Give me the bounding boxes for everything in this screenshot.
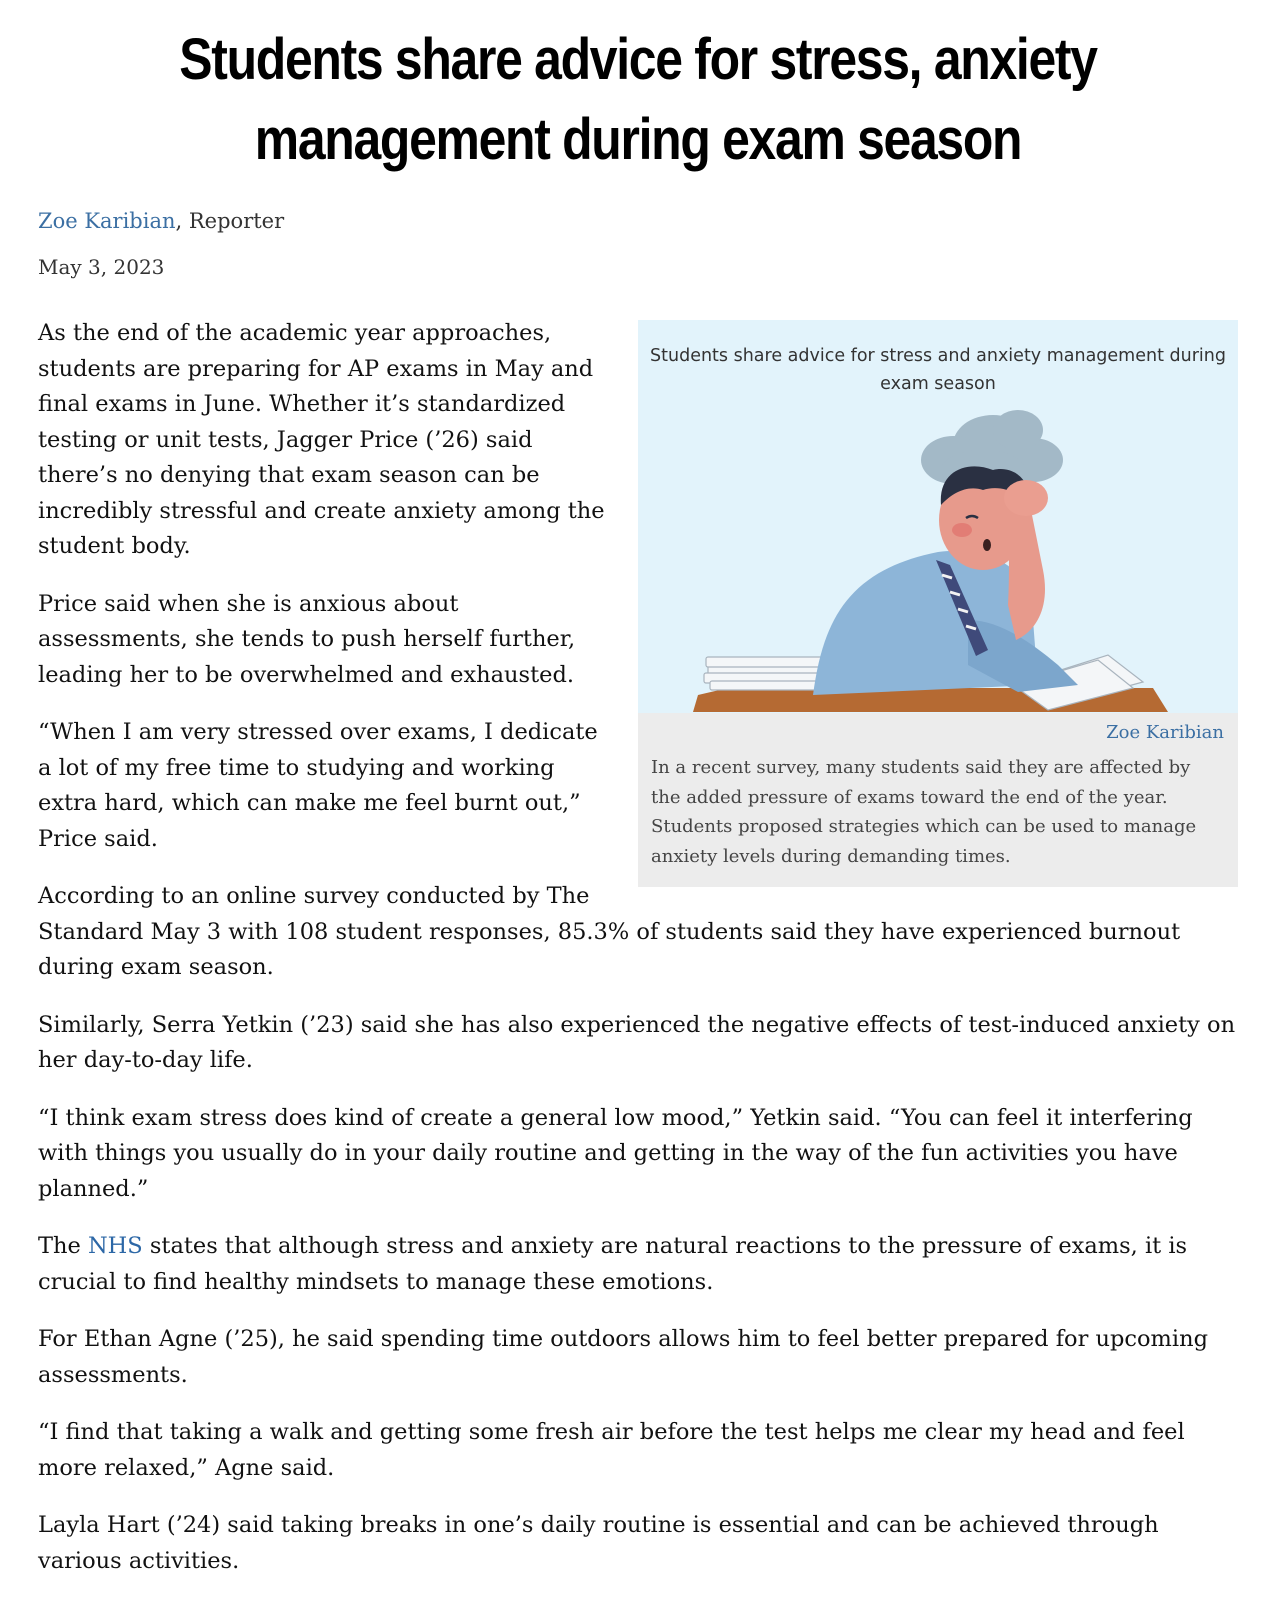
author-link[interactable]: Zoe Karibian — [38, 209, 176, 233]
publish-date: May 3, 2023 — [38, 255, 165, 279]
paragraph-3: “When I am very stressed over exams, I dedicate a lot of my free time to studying and working extra hard, which can make me feel burnt out,” Price said. — [38, 719, 598, 852]
paragraph-7-end: states that although stress and anxiety are natural reactions to the pressure of exams, it is crucial to find healthy mindsets to manage these emotions. — [38, 1233, 1188, 1295]
photo-credit-link[interactable]: Zoe Karibian — [1106, 722, 1224, 743]
feature-figure — [638, 320, 1238, 887]
paragraph-10: Layla Hart (’24) said taking breaks in one’s daily routine is essential and can be achieved through various activities. — [38, 1512, 1159, 1574]
paragraph-9: “I find that taking a walk and getting some fresh air before the test helps me clear my head and feel more relaxed,” Agne said. — [38, 1419, 1185, 1481]
nhs-link[interactable]: NHS — [87, 1233, 143, 1259]
byline — [38, 206, 284, 236]
paragraph-4: According to an online survey conducted by The Standard May 3 with 108 student responses, 85.3% of students said they have experienced burnout during exam season. — [38, 883, 1181, 980]
illustration-title: Students share advice for stress and anxiety management during exam season — [650, 346, 1226, 394]
paragraph-2: Price said when she is anxious about assessments, she tends to push herself further, leading her to be overwhelmed and exhausted. — [38, 590, 576, 688]
figure-caption: In a recent survey, many students said they are affected by the added pressure of exams toward the end of the year. Students proposed strategies which can be used to manage anxiety levels during demanding times. — [651, 757, 1197, 867]
paragraph-7 — [38, 1229, 1238, 1300]
paragraph-1: As the end of the academic year approaches, students are preparing for AP exams in May and final exams in June. Whether it’s standardized testing or unit tests, Jagger Price (’26) said there’s no denying that exam season can be incredibly stressful and create anxiety among the student body. — [38, 320, 605, 559]
paragraph-8: For Ethan Agne (’25), he said spending time outdoors allows him to feel better prepared for upcoming assessments. — [38, 1326, 1208, 1388]
article-body — [38, 316, 1238, 1601]
paragraph-7-start: The — [38, 1233, 88, 1259]
paragraph-6: “I think exam stress does kind of create a general low mood,” Yetkin said. “You can feel it interfering with things you usually do in your daily routine and getting in the way of the fun activities you have planned.” — [38, 1104, 1193, 1202]
feature-illustration — [638, 320, 1238, 713]
paragraph-5: Similarly, Serra Yetkin (’23) said she has also experienced the negative effects of test-induced anxiety on her day-to-day life. — [38, 1011, 1236, 1073]
article-headline: Students share advice for stress, anxiety management during exam season — [179, 27, 1097, 172]
author-role: , Reporter — [175, 209, 285, 233]
photo-credit — [638, 713, 1238, 745]
